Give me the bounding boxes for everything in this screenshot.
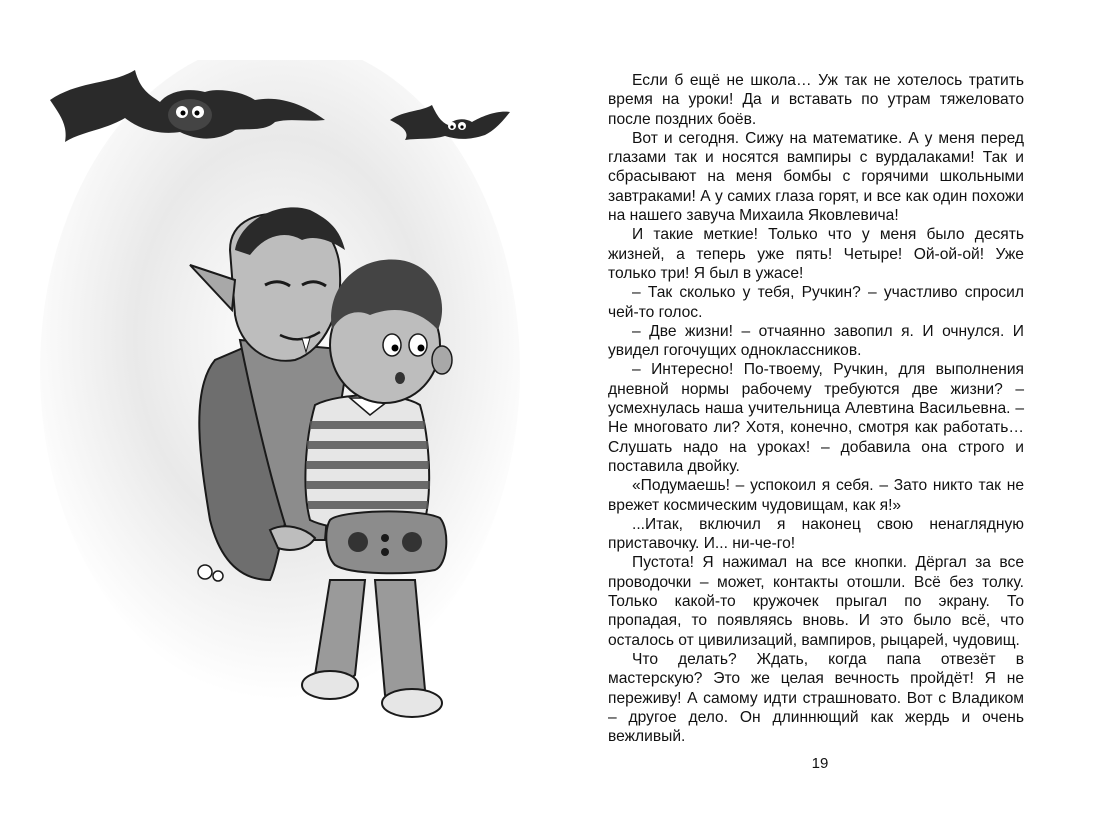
paragraph: – Две жизни! – отчаянно завопил я. И очнулся. И увидел гогочущих одноклассников. [608,322,1024,360]
paragraph: Пустота! Я нажимал на все кнопки. Дёргал за все проводочки – может, контакты отошли. Всё без толку. Только какой-то кружочек прыгал по экрану. То пропадая, то появляясь вновь. И это было всё, что осталось от цивилизаций, вампиров, рыцарей, чудовищ. [608,554,1024,649]
game-controller-icon [326,511,446,573]
paragraph: «Подумаешь! – успокоил я себя. – Зато никто так не врежет космическим чудовищам, как я!» [608,477,1024,514]
text-column [608,71,1024,746]
illustration [40,60,560,760]
paragraph: – Интересно! По-твоему, Ручкин, для выполнения дневной нормы рабочему требуются две жизни? – усмехнулась наша учительница Алевтина Васильевна. – Не многовато ли? Хотя, конечно, смотря как работать… Слушать надо на уроках! – добавила она строго и поставила двойку. [608,361,1024,475]
page-number: 19 [811,755,829,772]
paragraph: ...Итак, включил я наконец свою ненаглядную приставочку. И... ни-че-го! [608,515,1024,553]
paragraph: – Так сколько у тебя, Ручкин? – участливо спросил чей-то голос. [608,284,1024,321]
paragraph: Вот и сегодня. Сижу на математике. А у меня перед глазами так и носятся вампиры с вурдалаками! Так и сбрасывают на меня бомбы с горячими школьными завтраками! А у самих глаза горят, и все как один похожи на нашего завуча Михаила Яковлевича! [608,129,1024,225]
paragraph: И такие меткие! Только что у меня было десять жизней, а теперь уже пять! Четыре! Ой-ой-ой! Уже только три! Я был в ужасе! [608,226,1024,282]
paragraph: Если б ещё не школа… Уж так не хотелось тратить время на уроки! Да и вставать по утрам тяжеловато после поздних боёв. [608,72,1024,128]
paragraph: Что делать? Ждать, когда папа отвезёт в мастерскую? Это же целая вечность пройдёт! Я не переживу! А самому идти страшновато. Вот с Владиком – другое дело. Он длиннющий как жердь и очень вежливый. [608,650,1024,746]
